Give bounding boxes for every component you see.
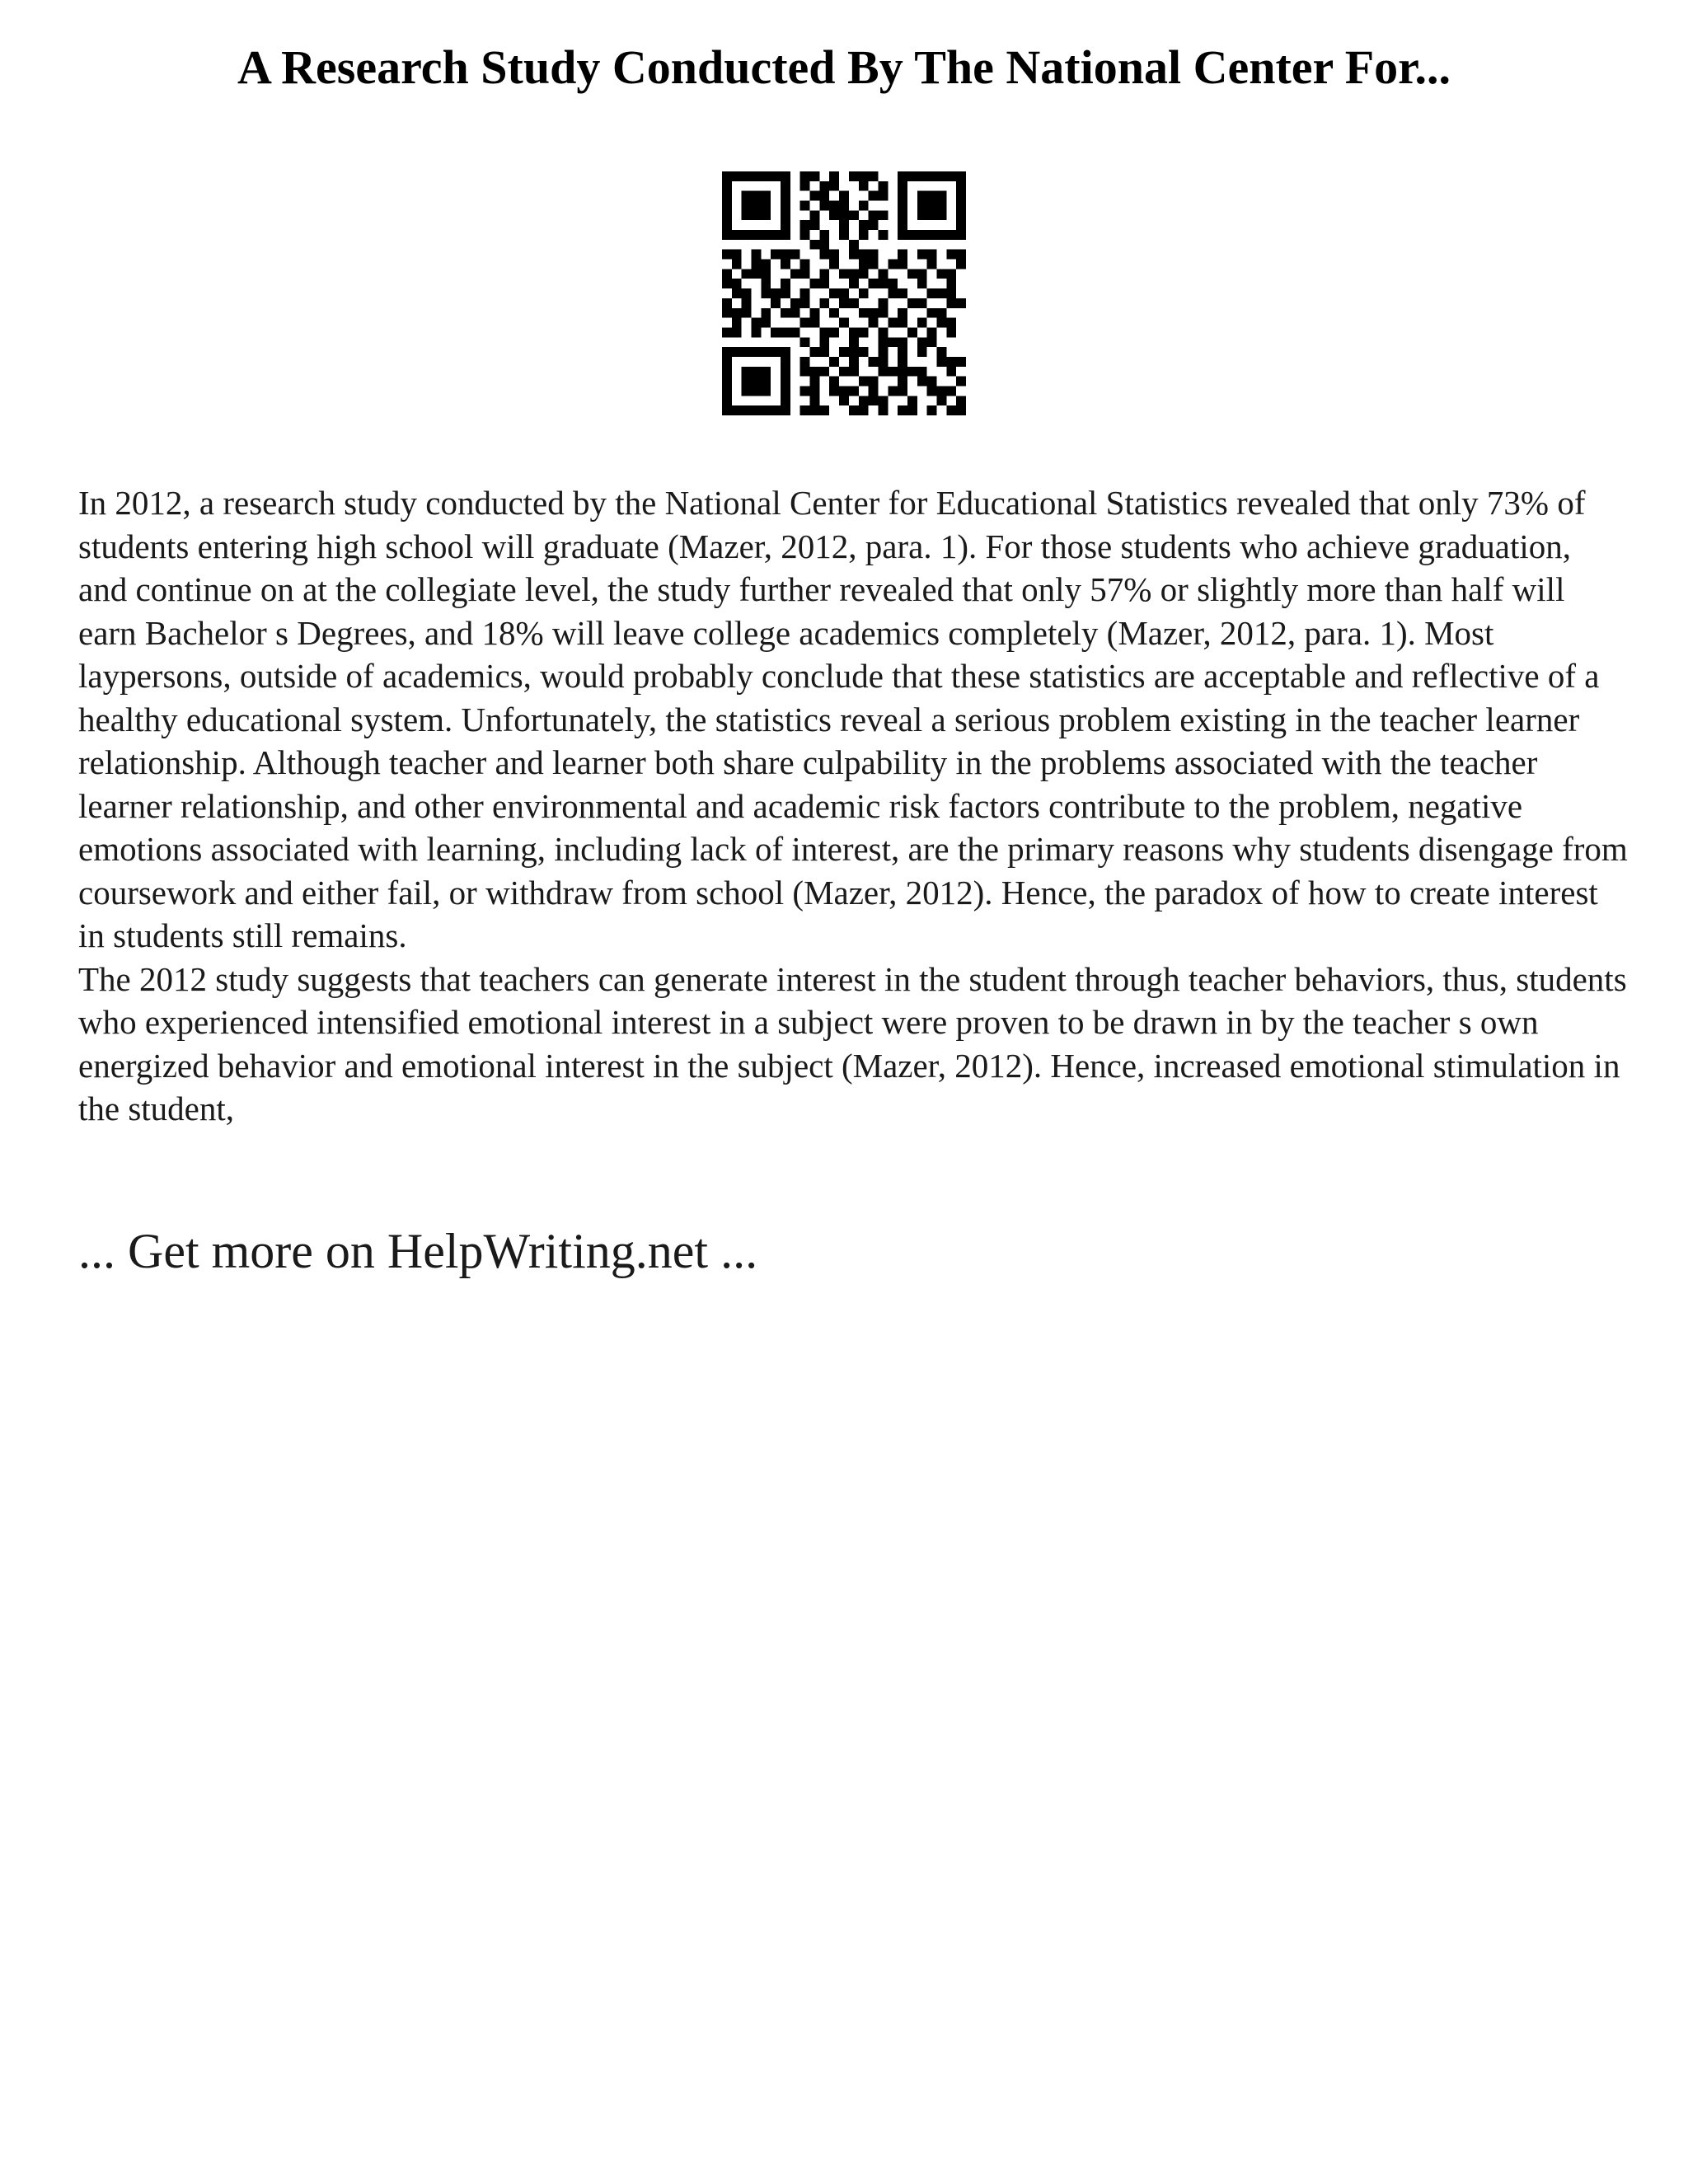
qr-code-icon [722,171,966,415]
get-more-link[interactable]: ... Get more on HelpWriting.net ... [78,1224,758,1278]
paragraph: In 2012, a research study conducted by the National Center for Educational Statistics revealed that only 73% of students entering high school will graduate (Mazer, 2012, para. 1). For those students who achieve graduation, and continue on at the collegiate level, the study further revealed that only 57% or slightly more than half will earn Bachelor s Degrees, and 18% will leave college academics completely (Mazer, 2012, para. 1). Most laypersons, outside of academics, would probably conclude that these statistics are acceptable and reflective of a healthy educational system. Unfortunately, the statistics reveal a serious problem existing in the teacher learner relationship. Although teacher and learner both share culpability in the problems associated with the teacher learner relationship, and other environmental and academic risk factors contribute to the problem, negative emotions associated with learning, including lack of interest, are the primary reasons why students disengage from coursework and either fail, or withdraw from school (Mazer, 2012). Hence, the paradox of how to create interest in students still remains. [78,484,1628,954]
paragraph: The 2012 study suggests that teachers can generate interest in the student through teacher behaviors, thus, students who experienced intensified emotional interest in a subject were proven to be drawn in by the teacher s own energized behavior and emotional interest in the subject (Mazer, 2012). Hence, increased emotional stimulation in the student, [78,959,1627,1127]
page-title: A Research Study Conducted By The National Center For... [237,40,1451,94]
article-body [78,481,1628,1131]
